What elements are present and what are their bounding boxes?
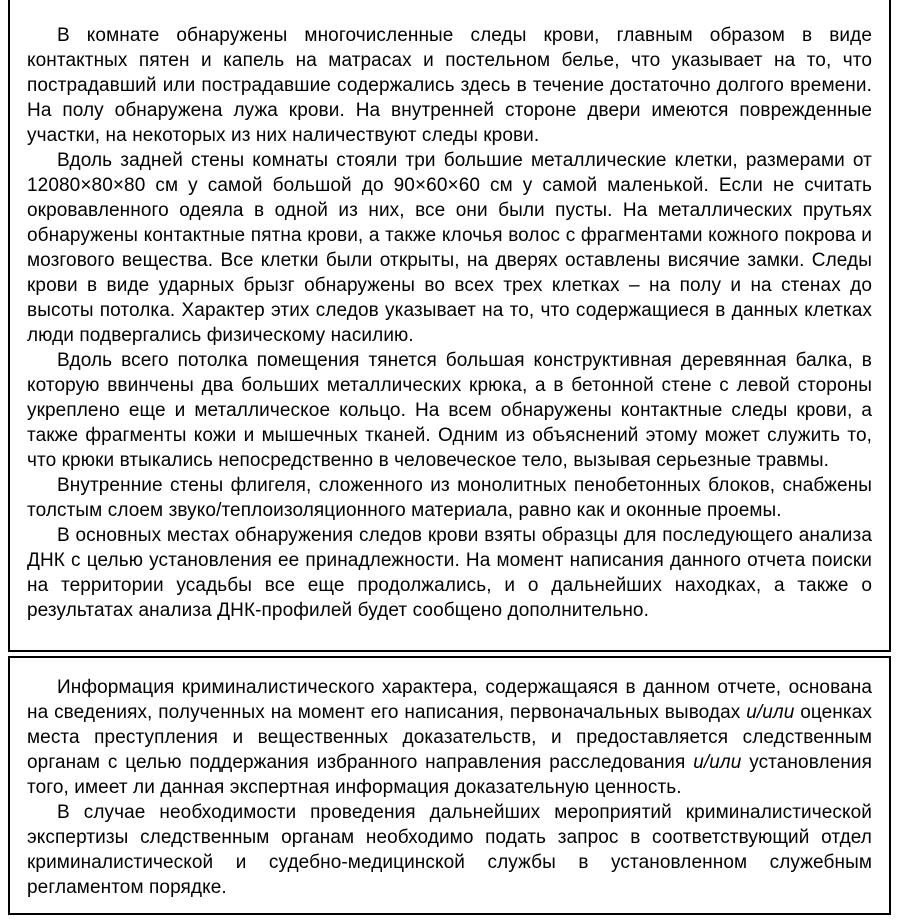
text-segment: В основных местах обнаружения следов крови взяты образцы для последующего анализа ДНК с целью установления ее принадлежности. На момент написания данного отчета поиски на территории усадьбы все еще продолжались, и о дальнейших находках, а также о результатах анализа ДНК-профилей будет сообщено дополнительно.	[27, 525, 872, 621]
report-disclaimer-section	[8, 656, 891, 915]
text-segment: установления того, имеет ли данная экспертная информация доказательную ценность.	[27, 752, 872, 798]
findings-paragraph-5	[27, 523, 872, 623]
text-segment: В комнате обнаружены многочисленные следы крови, главным образом в виде контактных пятен и капель на матрасах и постельном белье, что указывает на то, что пострадавший или пострадавшие содержались здесь в течение достаточно долгого времени. На полу обнаружена лужа крови. На внутренней стороне двери имеются поврежденные участки, на некоторых из них наличествуют следы крови.	[27, 25, 872, 146]
findings-paragraph-3	[27, 348, 872, 473]
findings-paragraph-1	[27, 23, 872, 148]
italic-text-segment: и/или	[693, 752, 742, 773]
italic-text-segment: и/или	[746, 702, 795, 723]
findings-paragraph-2	[27, 148, 872, 348]
report-findings-section	[8, 0, 891, 652]
text-segment: В случае необходимости проведения дальнейших мероприятий криминалистической экспертизы следственным органам необходимо подать запрос в соответствующий отдел криминалистической и судебно-медицинской службы в установленном служебным регламентом порядке.	[27, 802, 872, 898]
disclaimer-paragraph-2	[27, 800, 872, 900]
text-segment: Внутренние стены флигеля, сложенного из монолитных пенобетонных блоков, снабжены толстым слоем звуко/теплоизоляционного материала, равно как и оконные проемы.	[27, 475, 872, 521]
text-segment: Информация криминалистического характера, содержащаяся в данном отчете, основана на сведениях, полученных на момент его написания, первоначальных выводах	[27, 677, 872, 723]
disclaimer-paragraph-1	[27, 675, 872, 800]
text-segment: оценках места преступления и вещественных доказательств, и предоставляется следственным органам с целью поддержания избранного направления расследования	[27, 702, 872, 773]
text-segment: Вдоль задней стены комнаты стояли три большие металлические клетки, размерами от 12080×80×80 см у самой большой до 90×60×60 см у самой маленькой. Если не считать окровавленного одеяла в одной из них, все они были пусты. На металлических прутьях обнаружены контактные пятна крови, а также клочья волос с фрагментами кожного покрова и мозгового вещества. Все клетки были открыты, на дверях оставлены висячие замки. Следы крови в виде ударных брызг обнаружены во всех трех клетках – на полу и на стенах до высоты потолка. Характер этих следов указывает на то, что содержащиеся в данных клетках люди подвергались физическому насилию.	[27, 150, 872, 346]
findings-paragraph-4	[27, 473, 872, 523]
text-segment: Вдоль всего потолка помещения тянется большая конструктивная деревянная балка, в которую ввинчены два больших металлических крюка, а в бетонной стене с левой стороны укреплено еще и металлическое кольцо. На всем обнаружены контактные следы крови, а также фрагменты кожи и мышечных тканей. Одним из объяснений этому может служить то, что крюки втыкались непосредственно в человеческое тело, вызывая серьезные травмы.	[27, 350, 872, 471]
